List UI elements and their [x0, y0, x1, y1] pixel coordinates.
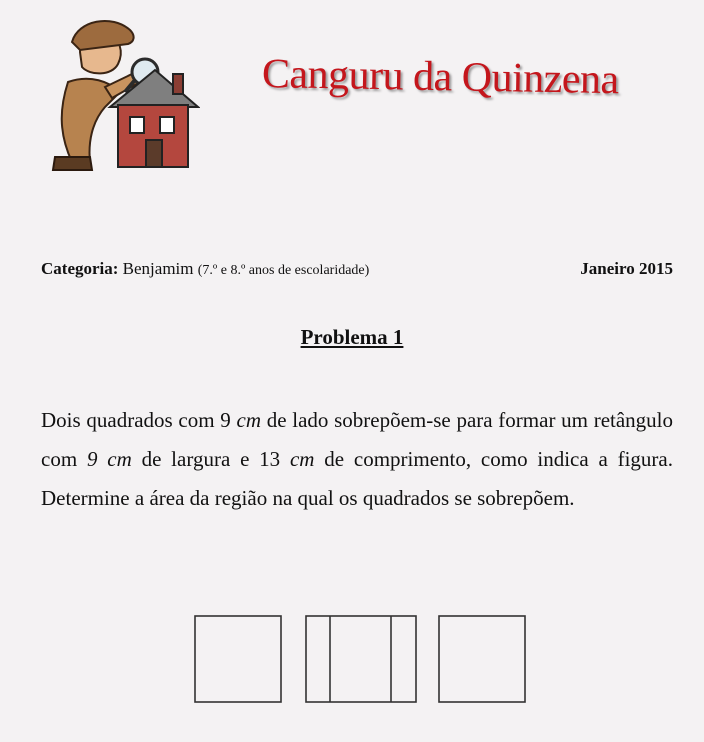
problem-text-part-3: de largura e 13: [131, 447, 290, 471]
problem-text-part-4: de comprimento, como indica a figura. Determine a área da região na qual os quadrados se sobrepõem.: [41, 447, 673, 510]
category: [41, 259, 369, 278]
problem-unit-1: cm: [236, 408, 261, 432]
problem-unit-2: cm: [289, 447, 315, 471]
square-left: [195, 616, 281, 702]
problem-text-part-2: de lado sobrepõem-se para formar um retângulo com: [41, 408, 674, 471]
overlap-rectangle: [306, 616, 416, 702]
category-detail: (7.º e 8.º anos de escolaridade): [197, 263, 370, 278]
problem-title: Problema 1: [300, 325, 404, 349]
detective-house-logo: [50, 12, 200, 174]
page-title: Canguru da Quinzena: [261, 51, 620, 104]
problem-text: [41, 401, 673, 518]
problem-text-part-1: Dois quadrados com 9: [41, 408, 237, 432]
meta-row: [41, 259, 673, 279]
category-value: Benjamim: [122, 259, 194, 278]
date: Janeiro 2015: [580, 259, 673, 278]
problem-width-value: 9 cm: [86, 447, 132, 471]
category-label: Categoria:: [41, 259, 119, 278]
square-right: [439, 616, 525, 702]
